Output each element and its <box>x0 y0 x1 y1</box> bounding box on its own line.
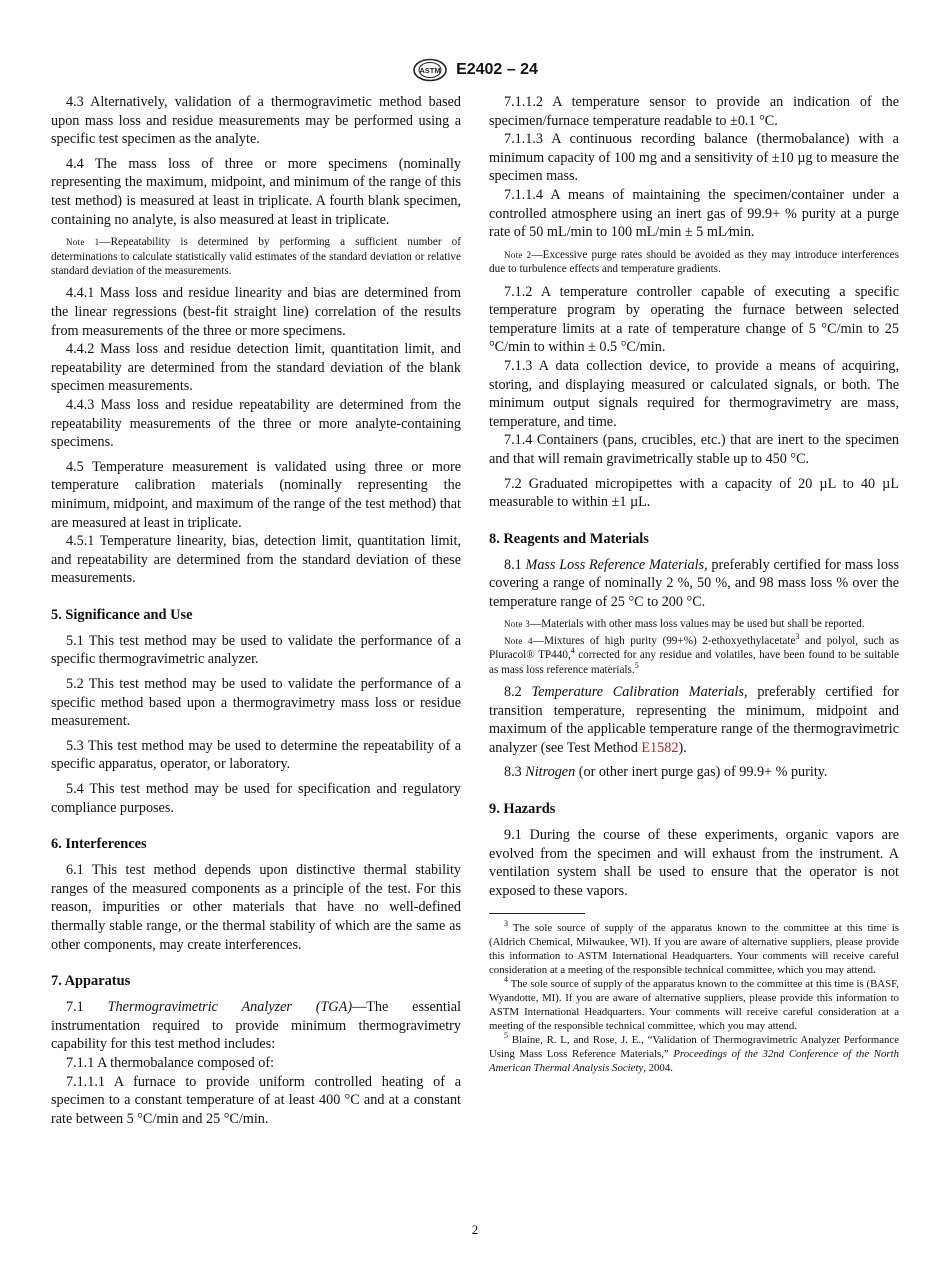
para-8-1 <box>489 556 899 612</box>
footnote-4 <box>489 977 899 1033</box>
para-7-1-1-2: 7.1.1.2 A temperature sensor to provide an indication of the specimen/furnace temperature readable to ±0.1 °C. <box>489 94 899 129</box>
footnote-5-text-b: , 2004. <box>643 1062 673 1075</box>
para-4-5-1: 4.5.1 Temperature linearity, bias, detection limit, quantitation limit, and repeatability are determined from the standard deviation of these measurements. <box>51 533 461 587</box>
note-2-label: Note 2 <box>504 249 532 260</box>
para-7-1-term: Thermogravimetric Analyzer (TGA) <box>107 999 353 1016</box>
para-8-1-rest: preferably certified for mass loss covering a range of nominally 2 %, 50 %, and 98 mass loss % over the temperature range of 25 °C to 200 °C. <box>489 556 899 610</box>
para-8-3-num: 8.3 <box>504 764 526 781</box>
note-1 <box>51 235 461 278</box>
para-7-1-2: 7.1.2 A temperature controller capable of executing a specific temperature program by operating the furnace between selected temperature limits at a rate of temperature change of 5 °C/min to 25 °C/min to within ± 0.5 °C/min. <box>489 283 899 356</box>
para-4-4-2: 4.4.2 Mass loss and residue detection limit, quantitation limit, and repeatability are determined from the standard deviation of the blank specimen measurements. <box>51 341 461 395</box>
para-4-4-3: 4.4.3 Mass loss and residue repeatability are determined from the repeatability measurements of the three or more analyte-containing specimens. <box>51 396 461 451</box>
para-7-1-3: 7.1.3 A data collection device, to provide a means of acquiring, storing, and displaying measured or calculated signals, or both. The minimum output signals required for thermogravimetry are mass, temperature, and time. <box>489 357 899 430</box>
para-8-3-rest: (or other inert purge gas) of 99.9+ % purity. <box>575 764 828 781</box>
note-3 <box>489 617 899 631</box>
para-7-1 <box>51 998 461 1054</box>
note-4-text-b: and polyol, such as Pluracol® TP440, <box>489 634 899 662</box>
para-9-1: 9.1 During the course of these experiments, organic vapors are evolved from the specimen and will exhaust from the instrument. A ventilation system shall be used to ensure that the operator is not exposed to these vapors. <box>489 827 899 899</box>
para-7-1-1-4: 7.1.1.4 A means of maintaining the specimen/container under a controlled atmosphere using an inert gas of 99.9+ % purity at a purge rate of 50 mL/min to 100 mL/min ± 5 mL⁄min. <box>489 186 899 241</box>
para-8-3-term: Nitrogen <box>525 764 576 781</box>
para-8-2 <box>489 683 899 757</box>
para-5-4: 5.4 This test method may be used for specification and regulatory compliance purposes. <box>51 781 461 816</box>
heading-5: 5. Significance and Use <box>51 606 193 623</box>
para-5-1: 5.1 This test method may be used to validate the performance of a specific thermogravimetric analyzer. <box>51 632 461 668</box>
footnote-5-mark: 5 <box>504 1031 508 1041</box>
svg-text:ASTM: ASTM <box>419 66 441 75</box>
para-7-1-1: 7.1.1 A thermobalance composed of: <box>66 1054 275 1071</box>
para-7-1-rest: —The essential instrumentation required to provide minimum thermogravimetry capability for this test method includes: <box>51 999 462 1053</box>
para-8-2-term: Temperature Calibration Materials, <box>531 684 748 701</box>
footnote-3-mark: 3 <box>504 919 508 929</box>
para-7-1-num: 7.1 <box>66 999 108 1016</box>
para-5-3: 5.3 This test method may be used to determine the repeatability of a specific apparatus, operator, or laboratory. <box>51 737 461 773</box>
footnote-5-journal: Proceedings of the 32nd Conference of the North American Thermal Analysis Society <box>489 1048 899 1075</box>
para-4-4-1: 4.4.1 Mass loss and residue linearity and bias are determined from the linear regressions (best-fit straight line) correlation of the results from measurements of the three or more specimens. <box>51 285 461 339</box>
footnote-4-mark: 4 <box>504 975 508 985</box>
link-e1582[interactable]: E1582 <box>641 739 679 756</box>
note-4-text-a: —Mixtures of high purity (99+%) 2-ethoxyethylacetate <box>532 634 796 647</box>
note-4-label: Note 4 <box>504 635 533 646</box>
para-6-1: 6.1 This test method depends upon distinctive thermal stability ranges of the measured components as a principle of the test. For this reason, impurities or other materials that have no well-defined thermally stable range, or the thermal stability of which are the same as other components, may create interferences. <box>51 862 461 953</box>
para-8-3 <box>489 763 899 782</box>
astm-logo-icon <box>412 58 448 82</box>
footnote-5-text-a: Blaine, R. L, and Rose, J. E., “Validation of Thermogravimetric Analyzer Performance Using Mass Loss Reference Materials,” <box>489 1034 899 1061</box>
page-number: 2 <box>471 1222 479 1237</box>
para-4-5: 4.5 Temperature measurement is validated using three or more temperature calibration materials (nominally representing the minimum, midpoint, and maximum of the range of the test method) that are measured at least in triplicate. <box>51 458 461 531</box>
footnote-3 <box>489 921 899 977</box>
footnote-5 <box>489 1033 899 1075</box>
note-3-label: Note 3 <box>504 619 531 630</box>
heading-7: 7. Apparatus <box>51 973 131 990</box>
left-column <box>51 93 461 1128</box>
note-1-label: Note 1 <box>66 237 100 248</box>
para-5-2: 5.2 This test method may be used to validate the performance of a specific method based upon a thermogravimetry mass loss or residue measurement. <box>51 676 461 730</box>
para-7-1-4: 7.1.4 Containers (pans, crucibles, etc.) that are inert to the specimen and that will remain gravimetrically stable up to 450 °C. <box>489 432 899 467</box>
footnote-ref-4[interactable]: 4 <box>570 646 575 656</box>
heading-9: 9. Hazards <box>489 801 556 818</box>
para-8-1-term: Mass Loss Reference Materials, <box>525 556 708 573</box>
footnote-4-text: The sole source of supply of the apparatus known to the committee at this time is (BASF, Wyandotte, MI). If you are aware of alternative suppliers, please provide this information to ASTM International Headquarters. Your comments will receive careful consideration at a meeting of the responsible technical committee, which you may attend. <box>489 978 899 1033</box>
note-2-text: —Excessive purge rates should be avoided as they may introduce interferences due to turbulence effects and temperature gradients. <box>489 248 899 276</box>
para-7-1-1-1: 7.1.1.1 A furnace to provide uniform controlled heating of a specimen to a constant temperature of at least 400 °C and at a constant rate between 5 °C/min and 25 °C/min. <box>51 1073 461 1127</box>
designation: E2402 – 24 <box>456 61 538 78</box>
footnote-ref-3[interactable]: 3 <box>795 631 800 641</box>
para-4-4: 4.4 The mass loss of three or more specimens (nominally representing the maximum, midpoint, and minimum of the range of this test method) is measured at least in triplicate. A fourth blank specimen, containing no analyte, is also measured at least in triplicate. <box>51 155 461 228</box>
footnote-divider <box>489 913 585 914</box>
note-4 <box>489 631 899 677</box>
para-7-1-1-3: 7.1.1.3 A continuous recording balance (thermobalance) with a minimum capacity of 100 mg and a sensitivity of ±10 µg to measure the specimen mass. <box>489 131 899 185</box>
right-column <box>489 93 899 1075</box>
footnote-3-text: The sole source of supply of the apparatus known to the committee at this time is (Aldrich Chemical, Milwaukee, WI). If you are aware of alternative suppliers, please provide this information to ASTM International Headquarters. Your comments will receive careful consideration at a meeting of the responsible technical committee, which you may attend. <box>489 922 899 977</box>
para-4-3: 4.3 Alternatively, validation of a thermogravimetic method based upon mass loss and residue measurements may be performed using a specific test specimen as the analyte. <box>51 94 461 148</box>
heading-8: 8. Reagents and Materials <box>489 530 649 547</box>
para-8-2-end: ). <box>678 739 687 756</box>
heading-6: 6. Interferences <box>51 836 147 853</box>
note-4-text-c: corrected for any residue and volatiles, have been found to be suitable as mass loss reference materials. <box>489 649 899 676</box>
page-header <box>0 56 950 84</box>
note-1-text: —Repeatability is determined by performing a sufficient number of determinations to calculate statistically valid estimates of the standard deviation or relative standard deviation of the measurements. <box>51 236 461 277</box>
note-3-text: —Materials with other mass loss values may be used but shall be reported. <box>530 618 865 631</box>
note-2 <box>489 248 899 277</box>
para-7-2: 7.2 Graduated micropipettes with a capacity of 20 µL to 40 µL measurable to within ±1 µL. <box>489 475 899 511</box>
para-8-2-rest: preferably certified for transition temperature, representing the minimum, midpoint and maximum of the applicable temperature range of the thermogravimetric analyzer (see Test Method <box>489 684 900 756</box>
para-8-1-num: 8.1 <box>504 556 526 573</box>
footnote-ref-5[interactable]: 5 <box>634 660 639 670</box>
para-8-2-num: 8.2 <box>504 684 532 701</box>
